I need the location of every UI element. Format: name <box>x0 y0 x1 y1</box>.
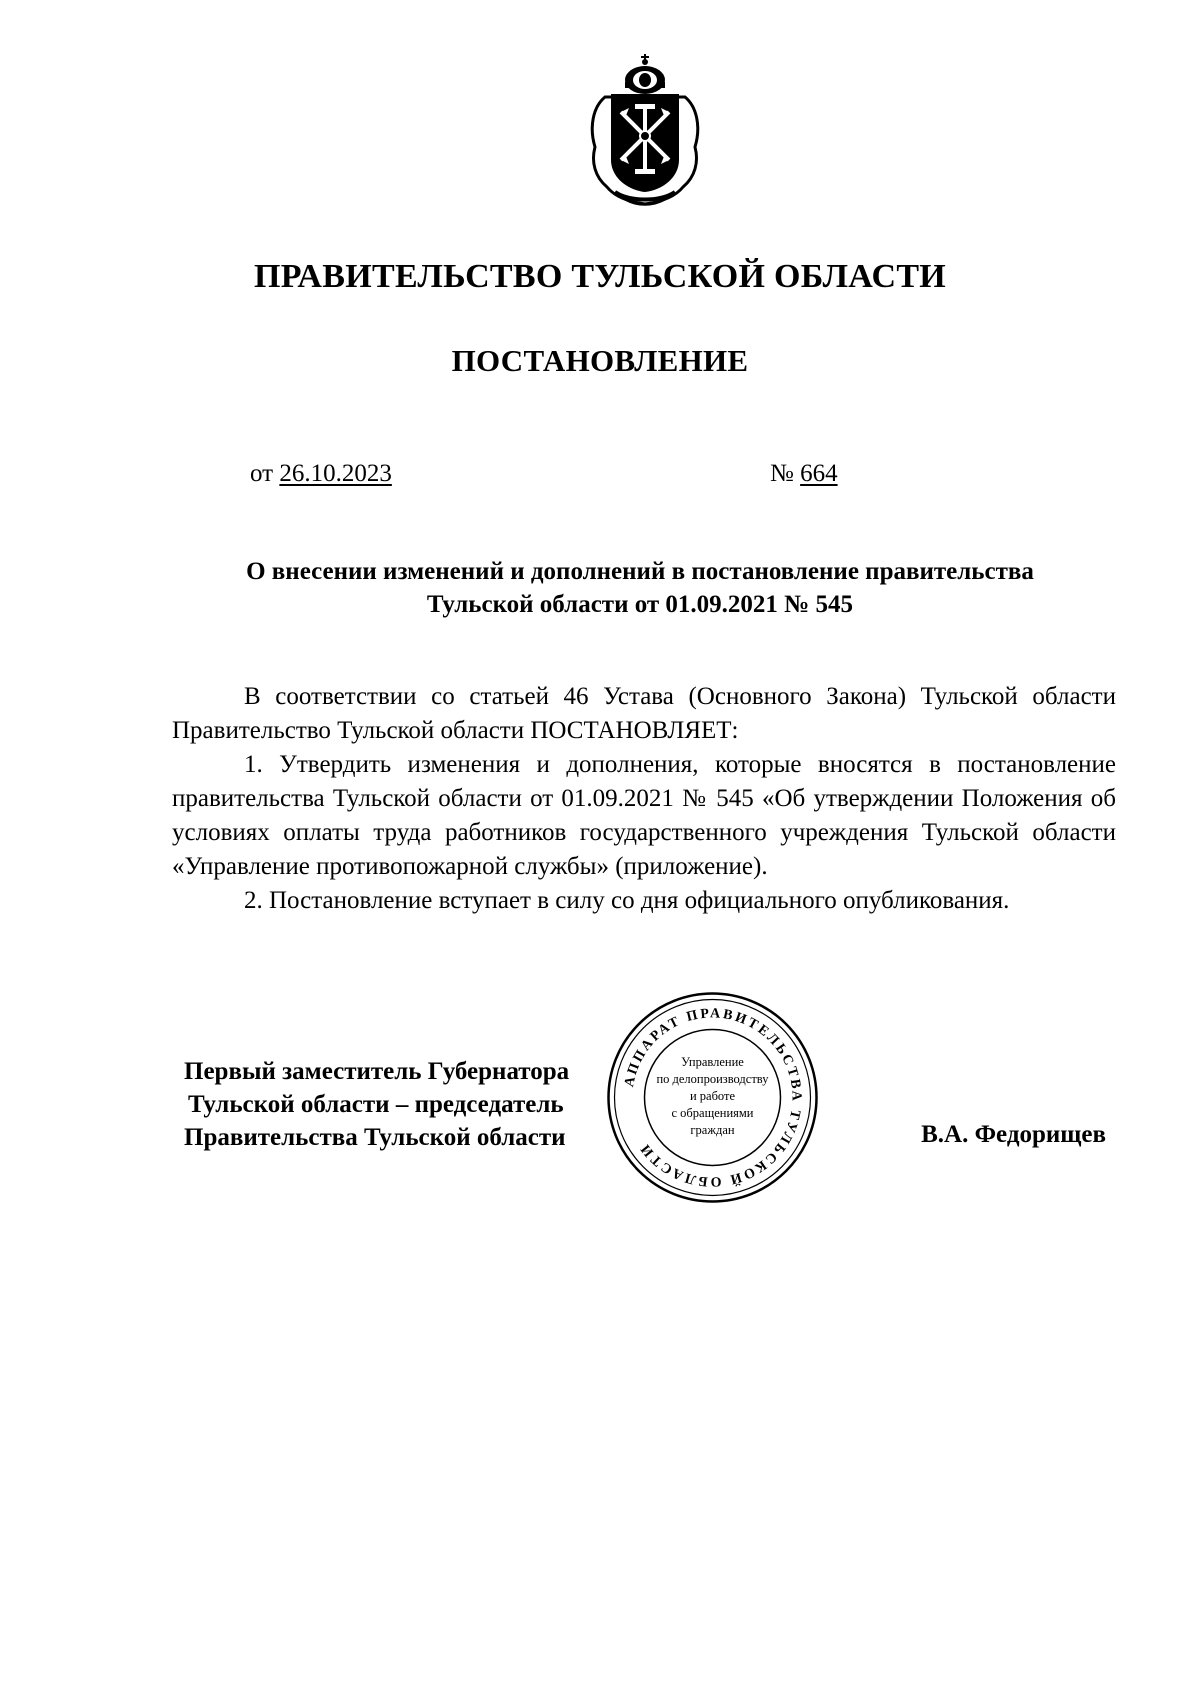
body-paragraph-3: 2. Постановление вступает в силу со дня официального опубликования. <box>244 887 1010 914</box>
stamp-line-3: и работе <box>689 1089 736 1103</box>
body-paragraph-1: В соответствии со статьей 46 Устава (Основного Закона) Тульской области Правительство Тульской области ПОСТАНОВЛЯЕТ: <box>172 683 1116 744</box>
document-body <box>172 680 1116 918</box>
stamp-ring-text: АППАРАТ ПРАВИТЕЛЬСТВА ТУЛЬСКОЙ ОБЛАСТИ <box>622 1006 804 1189</box>
signer-line-2: Тульской области – председатель <box>188 1091 564 1118</box>
document-type: ПОСТАНОВЛЕНИЕ <box>451 343 749 378</box>
stamp-line-4: с обращениями <box>671 1106 754 1120</box>
government-title: ПРАВИТЕЛЬСТВО ТУЛЬСКОЙ ОБЛАСТИ <box>253 258 947 295</box>
tula-coat-of-arms-icon <box>585 52 705 210</box>
document-date-number <box>250 460 838 488</box>
stamp-line-5: граждан <box>690 1123 735 1137</box>
document-subject <box>160 555 1120 621</box>
number-prefix: № <box>770 460 794 487</box>
body-paragraph-2: 1. Утвердить изменения и дополнения, которые вносятся в постановление правительства Тульской области от 01.09.2021 № 545 «Об утверждении Положения об условиях оплаты труда работников государственного учреждения Тульской области «Управление противопожарной службы» (приложение). <box>172 751 1116 880</box>
document-date: 26.10.2023 <box>279 460 392 487</box>
document-number: 664 <box>800 460 838 487</box>
signer-line-3: Правительства Тульской области <box>184 1124 566 1151</box>
signer-line-1: Первый заместитель Губернатора <box>184 1058 570 1085</box>
subject-line-2: Тульской области от 01.09.2021 № 545 <box>426 591 854 618</box>
stamp-line-2: по делопроизводству <box>656 1072 769 1086</box>
official-stamp <box>605 990 820 1205</box>
date-prefix: от <box>250 460 274 487</box>
stamp-line-1: Управление <box>681 1055 744 1069</box>
signer-position <box>184 1055 569 1154</box>
signer-name: В.А. Федорищев <box>921 1121 1106 1148</box>
subject-line-1: О внесении изменений и дополнений в постановление правительства <box>246 558 1034 585</box>
